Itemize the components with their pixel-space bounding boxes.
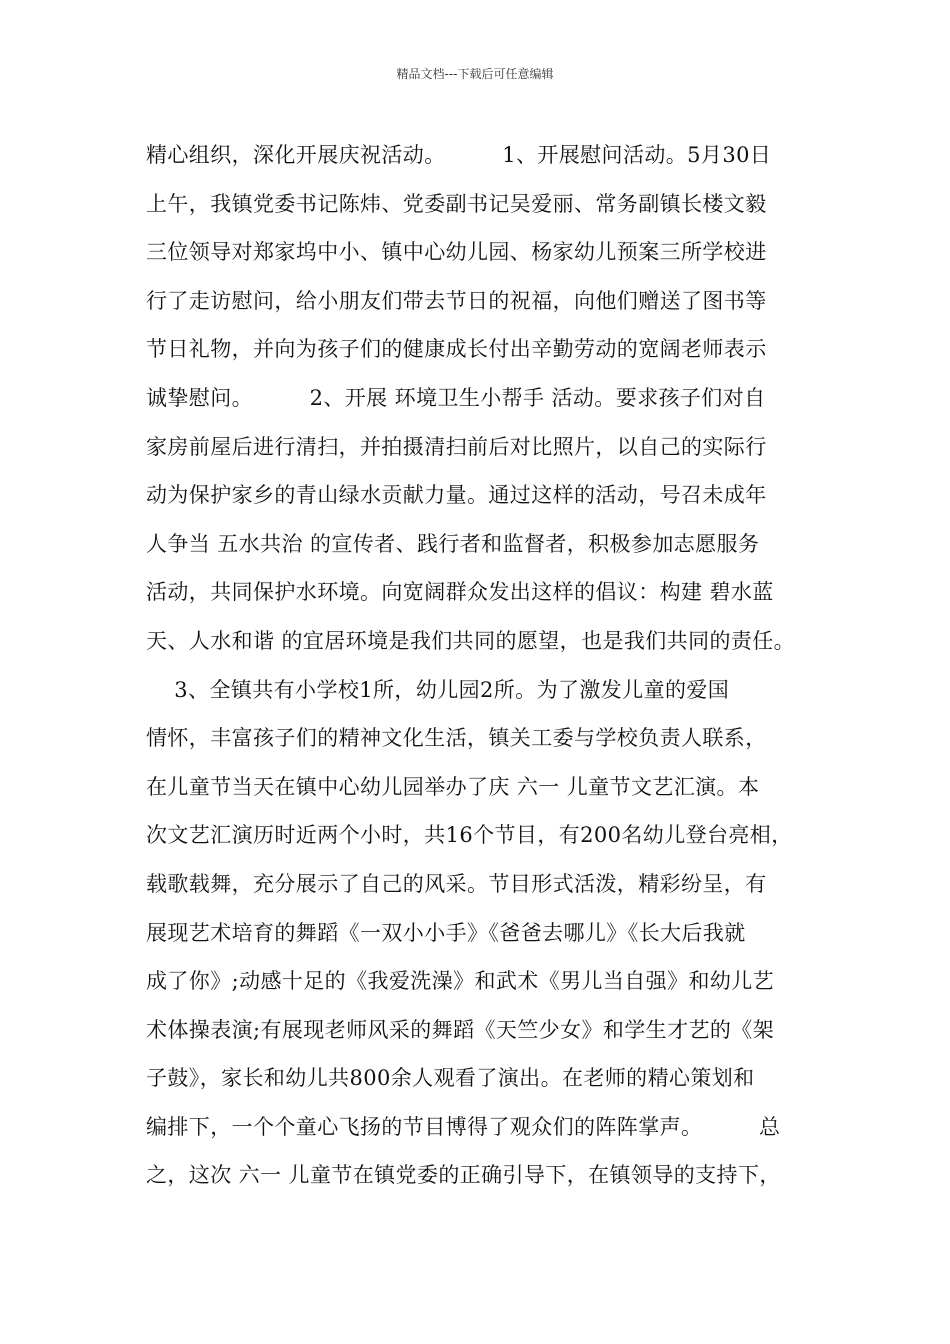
page-header: 精品文档---下载后可任意编辑 [396, 67, 554, 81]
text-line: 诚挚慰问。 2、开展 环境卫生小帮手 活动。要求孩子们对自 [146, 385, 766, 410]
text-line: 编排下，一个个童心飞扬的节目博得了观众们的阵阵掌声。 总 [146, 1114, 781, 1139]
text-line: 精心组织，深化开展庆祝活动。 1、开展慰问活动。5月30日 [146, 143, 772, 167]
text-line: 次文艺汇演历时近两个小时，共16个节目，有200名幼儿登台亮相， [146, 823, 793, 848]
text-line: 3、全镇共有小学校1所，幼儿园2所。为了激发儿童的爱国 [146, 677, 730, 702]
text-line: 行了走访慰问，给小朋友们带去节日的祝福，向他们赠送了图书等 [146, 288, 767, 313]
text-line: 三位领导对郑家坞中小、镇中心幼儿园、杨家幼儿预案三所学校进 [146, 240, 767, 265]
text-line: 人争当 五水共治 的宣传者、践行者和监督者，积极参加志愿服务 [146, 531, 760, 556]
text-line: 动为保护家乡的青山绿水贡献力量。通过这样的活动，号召未成年 [146, 483, 767, 508]
text-line: 之，这次 六一 儿童节在镇党委的正确引导下，在镇领导的支持下， [146, 1163, 781, 1188]
text-line: 子鼓》，家长和幼儿共800余人观看了演出。在老师的精心策划和 [146, 1066, 755, 1091]
text-line: 情怀，丰富孩子们的精神文化生活，镇关工委与学校负责人联系， [146, 726, 767, 751]
text-line: 在儿童节当天在镇中心幼儿园举办了庆 六一 儿童节文艺汇演。本 [146, 774, 760, 799]
text-line: 载歌载舞，充分展示了自己的风采。节目形式活泼，精彩纷呈，有 [146, 871, 767, 896]
text-line: 术体操表演;有展现老师风采的舞蹈《天竺少女》和学生才艺的《架 [146, 1017, 775, 1042]
text-line: 活动，共同保护水环境。向宽阔群众发出这样的倡议：构建 碧水蓝 [146, 580, 774, 605]
text-line: 家房前屋后进行清扫，并拍摄清扫前后对比照片，以自己的实际行 [146, 434, 767, 459]
body-text [146, 131, 836, 1200]
text-line: 天、人水和谐 的宜居环境是我们共同的愿望，也是我们共同的责任。 [146, 628, 796, 653]
text-line: 上午，我镇党委书记陈炜、党委副书记吴爱丽、常务副镇长楼文毅 [146, 191, 767, 216]
text-line: 展现艺术培育的舞蹈《一双小小手》《爸爸去哪儿》《长大后我就 [146, 920, 746, 945]
text-line: 成了你》;动感十足的《我爱洗澡》和武术《男儿当自强》和幼儿艺 [146, 969, 775, 994]
text-line: 节日礼物，并向为孩子们的健康成长付出辛勤劳动的宽阔老师表示 [146, 337, 767, 362]
